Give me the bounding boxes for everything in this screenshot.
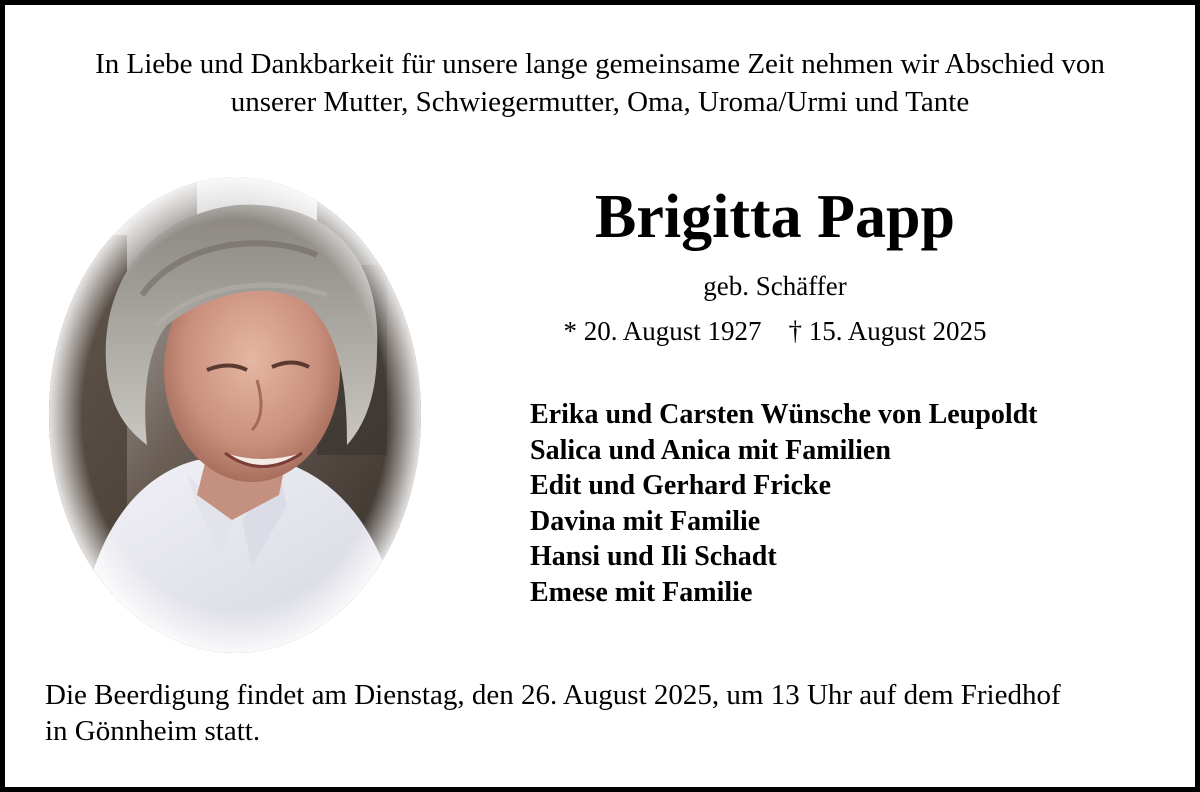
mourner-item: Hansi und Ili Schadt — [530, 541, 777, 572]
mourner-item: Erika und Carsten Wünsche von Leupoldt — [530, 399, 1038, 430]
funeral-line-1: Die Beerdigung findet am Dienstag, den 26. August 2025, um 13 Uhr auf dem Friedhof — [45, 679, 1061, 711]
maiden-name: geb. Schäffer — [703, 271, 847, 301]
funeral-info — [45, 677, 1165, 749]
funeral-line-2: in Gönnheim statt. — [45, 715, 261, 747]
deceased-name: Brigitta Papp — [595, 183, 955, 251]
intro-line-1: In Liebe und Dankbarkeit für unsere lange gemeinsame Zeit nehmen wir Abschied von — [95, 48, 1105, 80]
mourner-item: Salica und Anica mit Familien — [530, 434, 891, 466]
birth-date: * 20. August 1927 — [563, 316, 762, 346]
mourner-item: Edit und Gerhard Fricke — [530, 470, 832, 501]
mourner-item: Davina mit Familie — [530, 505, 761, 537]
intro-line-2: unserer Mutter, Schwiegermutter, Oma, Uroma/Urmi und Tante — [230, 86, 970, 118]
life-dates — [525, 313, 1025, 349]
mourners-list — [530, 397, 1180, 610]
mourner-item: Emese mit Familie — [530, 576, 753, 608]
death-date: † 15. August 2025 — [788, 316, 987, 346]
portrait-photo — [47, 175, 423, 655]
intro-text — [5, 45, 1195, 121]
